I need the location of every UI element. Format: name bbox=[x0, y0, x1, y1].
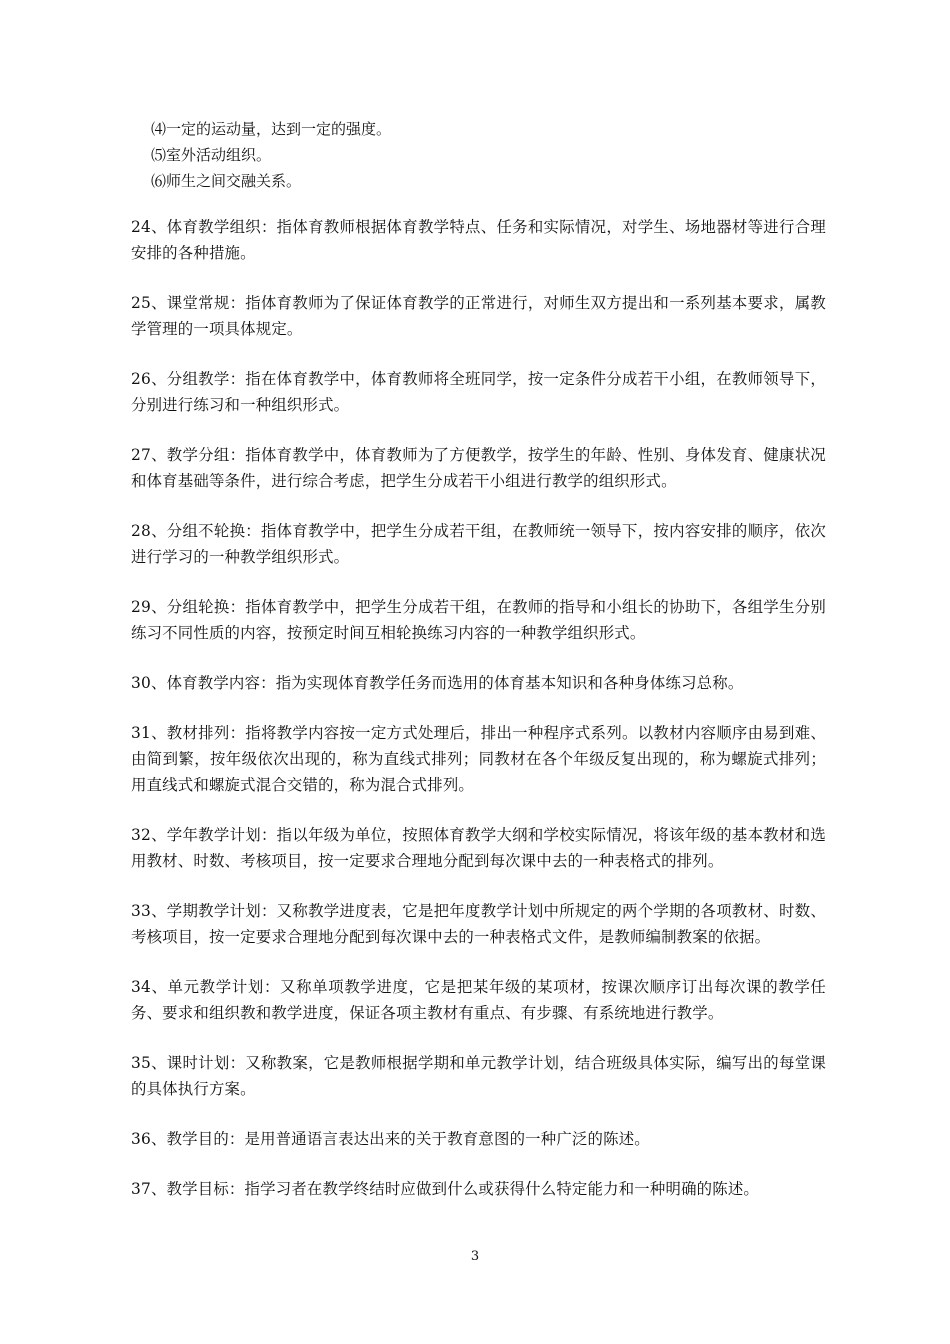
list-item: ⑸室外活动组织。 bbox=[151, 146, 272, 164]
definition-entry: 35、课时计划：又称教案，它是教师根据学期和单元教学计划，结合班级具体实际，编写出的每堂课的具体执行方案。 bbox=[131, 1054, 826, 1098]
definition-entry: 30、体育教学内容：指为实现体育教学任务而选用的体育基本知识和各种身体练习总称。 bbox=[131, 674, 744, 692]
list-item: ⑹师生之间交融关系。 bbox=[151, 172, 302, 190]
definition-entry: 33、学期教学计划：又称教学进度表，它是把年度教学计划中所规定的两个学期的各项教材、时数、考核项目，按一定要求合理地分配到每次课中去的一种表格式文件，是教师编制教案的依据。 bbox=[131, 902, 826, 946]
definition-entry: 28、分组不轮换：指体育教学中，把学生分成若干组，在教师统一领导下，按内容安排的顺序，依次进行学习的一种教学组织形式。 bbox=[131, 522, 826, 566]
definition-entry: 29、分组轮换：指体育教学中，把学生分成若干组，在教师的指导和小组长的协助下，各组学生分别练习不同性质的内容，按预定时间互相轮换练习内容的一种教学组织形式。 bbox=[131, 598, 826, 642]
definition-entry: 26、分组教学：指在体育教学中，体育教师将全班同学，按一定条件分成若干小组，在教师领导下，分别进行练习和一种组织形式。 bbox=[131, 370, 826, 414]
definition-entry: 24、体育教学组织：指体育教师根据体育教学特点、任务和实际情况，对学生、场地器材等进行合理安排的各种措施。 bbox=[131, 218, 826, 262]
definition-entry: 25、课堂常规：指体育教师为了保证体育教学的正常进行，对师生双方提出和一系列基本要求，属教学管理的一项具体规定。 bbox=[131, 294, 826, 338]
definition-list bbox=[131, 214, 826, 1226]
sub-item-list bbox=[151, 116, 751, 194]
page-number: 3 bbox=[470, 1249, 480, 1264]
definition-entry: 34、单元教学计划：又称单项教学进度，它是把某年级的某项材，按课次顺序订出每次课的教学任务、要求和组织教和教学进度，保证各项主教材有重点、有步骤、有系统地进行教学。 bbox=[131, 978, 826, 1022]
definition-entry: 31、教材排列：指将教学内容按一定方式处理后，排出一种程序式系列。以教材内容顺序由易到难、由简到繁，按年级依次出现的，称为直线式排列；同教材在各个年级反复出现的，称为螺旋式排列；用直线式和螺旋式混合交错的，称为混合式排列。 bbox=[131, 724, 826, 794]
definition-entry: 37、教学目标：指学习者在教学终结时应做到什么或获得什么特定能力和一种明确的陈述。 bbox=[131, 1180, 760, 1198]
definition-entry: 27、教学分组：指体育教学中，体育教师为了方便教学，按学生的年龄、性别、身体发育、健康状况和体育基础等条件，进行综合考虑，把学生分成若干小组进行教学的组织形式。 bbox=[131, 446, 826, 490]
list-item: ⑷一定的运动量，达到一定的强度。 bbox=[151, 120, 392, 138]
definition-entry: 36、教学目的：是用普通语言表达出来的关于教育意图的一种广泛的陈述。 bbox=[131, 1130, 650, 1148]
definition-entry: 32、学年教学计划：指以年级为单位，按照体育教学大纲和学校实际情况，将该年级的基本教材和选用教材、时数、考核项目，按一定要求合理地分配到每次课中去的一种表格式的排列。 bbox=[131, 826, 826, 870]
